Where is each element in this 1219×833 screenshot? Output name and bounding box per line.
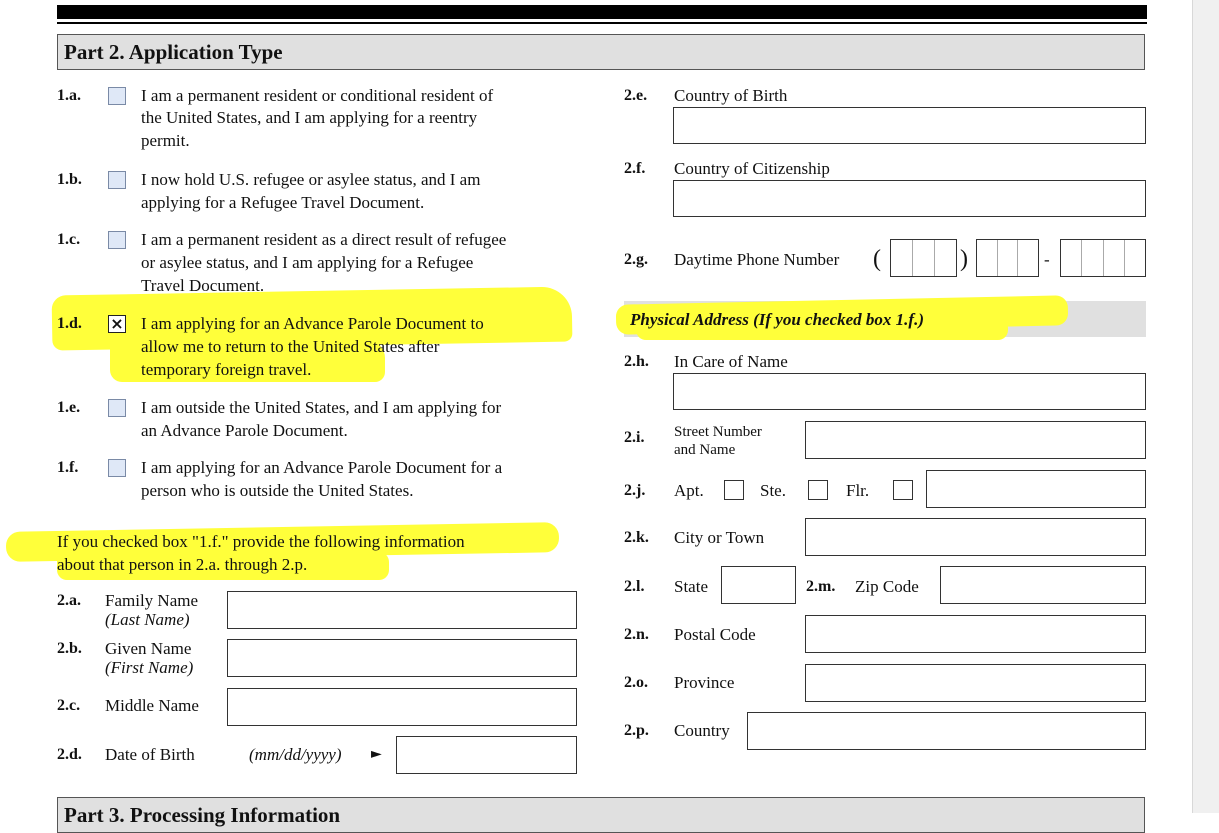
instruction-line1: If you checked box "1.f." provide the following information [57,532,465,551]
part2-title: Part 2. Application Type [64,40,283,64]
part3-header [57,797,1145,833]
item-1e-line2: an Advance Parole Document. [141,421,348,440]
checkbox-1b[interactable] [108,171,126,189]
physical-address-heading: Physical Address (If you checked box 1.f.) [630,310,924,329]
apt-label: Apt. [674,481,704,500]
country-of-birth-label: Country of Birth [674,86,788,105]
in-care-of-input[interactable] [673,373,1146,410]
checkbox-1a[interactable] [108,87,126,105]
dob-input[interactable] [396,736,577,774]
top-rule-thin [57,22,1147,24]
item-1d-number: 1.d. [57,315,82,332]
field-2i-number: 2.i. [624,429,645,446]
field-2l-number: 2.l. [624,578,645,595]
top-rule-thick [57,5,1147,19]
field-2p-number: 2.p. [624,722,649,739]
arrow-right-icon: ► [371,746,382,762]
province-input[interactable] [805,664,1146,702]
country-label: Country [674,721,730,740]
flr-label: Flr. [846,481,870,500]
item-1f-line1: I am applying for an Advance Parole Document for a [141,458,503,477]
field-2c-number: 2.c. [57,697,81,714]
item-1f-line2: person who is outside the United States. [141,481,414,500]
dob-format: (mm/dd/yyyy) [249,745,342,764]
state-label: State [674,577,708,596]
street-label-line1: Street Number [674,424,762,440]
item-1e-number: 1.e. [57,399,81,416]
item-1a-line3: permit. [141,131,190,150]
middle-name-input[interactable] [227,688,577,726]
part3-title: Part 3. Processing Information [64,803,341,827]
dob-label: Date of Birth [105,745,195,764]
province-label: Province [674,673,735,692]
field-2a-number: 2.a. [57,592,81,609]
phone-paren-close: ) [960,246,968,272]
item-1e-line1: I am outside the United States, and I am applying for [141,398,502,417]
apt-number-input[interactable] [926,470,1146,508]
phone-dash: - [1044,250,1050,269]
given-name-input[interactable] [227,639,577,677]
checkbox-1c[interactable] [108,231,126,249]
field-2e-number: 2.e. [624,87,648,104]
field-2d-number: 2.d. [57,746,82,763]
zip-label: Zip Code [855,577,919,596]
field-2o-number: 2.o. [624,674,648,691]
item-1d-line2: allow me to return to the United States after [141,337,440,356]
scrollbar-track[interactable] [1192,0,1219,813]
item-1c-line1: I am a permanent resident as a direct result of refugee [141,230,507,249]
item-1c-line3: Travel Document. [141,276,265,295]
given-name-sublabel: (First Name) [105,658,194,677]
checkbox-1d[interactable] [108,315,126,333]
family-name-input[interactable] [227,591,577,629]
field-2h-number: 2.h. [624,353,649,370]
item-1a-line2: the United States, and I am applying for a reentry [141,108,478,127]
item-1a-number: 1.a. [57,87,81,104]
field-2n-number: 2.n. [624,626,649,643]
street-label-line2: and Name [674,442,736,458]
ste-label: Ste. [760,481,786,500]
flr-checkbox[interactable] [893,480,913,500]
phone-area-code-input[interactable] [890,239,957,277]
checkbox-1e[interactable] [108,399,126,417]
item-1a-line1: I am a permanent resident or conditional resident of [141,86,494,105]
country-input[interactable] [747,712,1146,750]
phone-label: Daytime Phone Number [674,250,840,269]
item-1b-line2: applying for a Refugee Travel Document. [141,193,425,212]
item-1b-number: 1.b. [57,171,82,188]
city-label: City or Town [674,528,765,547]
zip-input[interactable] [940,566,1146,604]
phone-prefix-input[interactable] [976,239,1039,277]
family-name-label: Family Name [105,591,199,610]
item-1f-number: 1.f. [57,459,79,476]
country-of-birth-input[interactable] [673,107,1146,144]
field-2m-number: 2.m. [806,578,836,595]
family-name-sublabel: (Last Name) [105,610,190,629]
checkbox-1f[interactable] [108,459,126,477]
field-2f-number: 2.f. [624,160,646,177]
item-1b-line1: I now hold U.S. refugee or asylee status, and I am [141,170,481,189]
phone-line-input[interactable] [1060,239,1146,277]
item-1c-number: 1.c. [57,231,81,248]
phone-paren-open: ( [873,246,881,272]
state-input[interactable] [721,566,796,604]
ste-checkbox[interactable] [808,480,828,500]
in-care-of-label: In Care of Name [674,352,788,371]
item-1d-line1: I am applying for an Advance Parole Document to [141,314,484,333]
apt-checkbox[interactable] [724,480,744,500]
postal-code-input[interactable] [805,615,1146,653]
middle-name-label: Middle Name [105,696,199,715]
part2-header [57,34,1145,70]
item-1c-line2: or asylee status, and I am applying for a Refugee [141,253,474,272]
item-1d-line3: temporary foreign travel. [141,360,312,379]
check-x-icon: × [110,314,124,333]
field-2g-number: 2.g. [624,251,648,268]
field-2j-number: 2.j. [624,482,646,499]
given-name-label: Given Name [105,639,192,658]
postal-code-label: Postal Code [674,625,756,644]
field-2b-number: 2.b. [57,640,82,657]
instruction-line2: about that person in 2.a. through 2.p. [57,555,308,574]
country-of-citizenship-input[interactable] [673,180,1146,217]
street-input[interactable] [805,421,1146,459]
country-of-citizenship-label: Country of Citizenship [674,159,830,178]
field-2k-number: 2.k. [624,529,649,546]
city-input[interactable] [805,518,1146,556]
